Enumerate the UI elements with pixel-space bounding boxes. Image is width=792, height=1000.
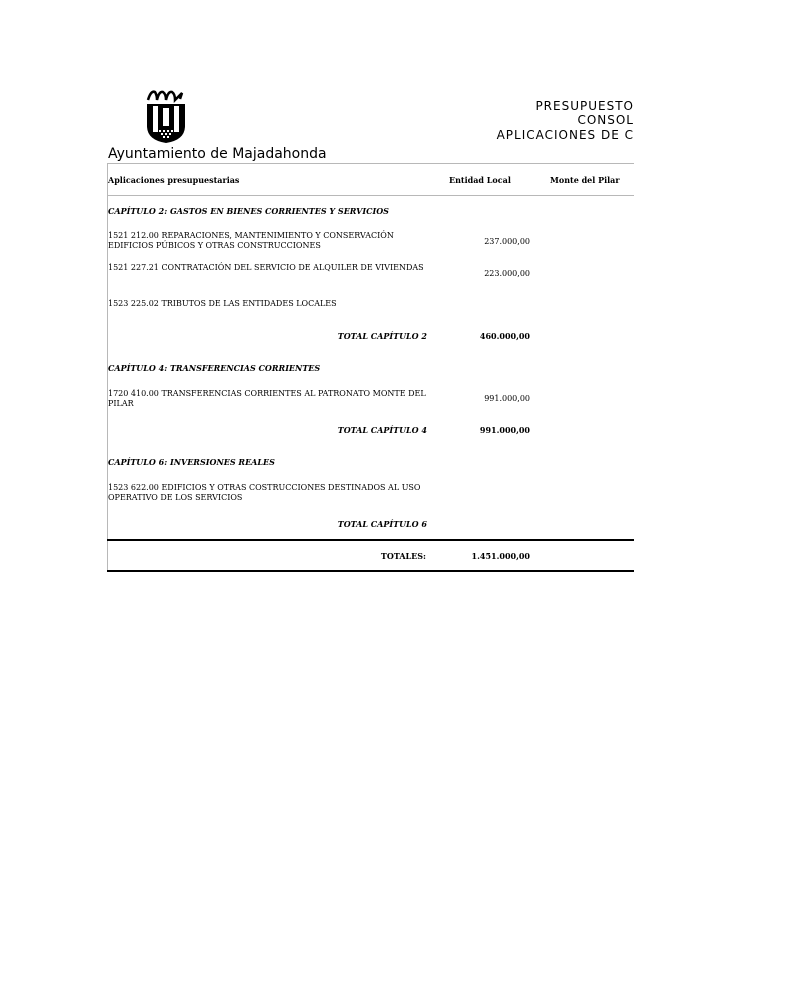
column-header-monte-del-pilar: Monte del Pilar — [550, 175, 620, 185]
line-item-amount: 237.000,00 — [484, 237, 530, 246]
chapter-6-title: CAPÍTULO 6: INVERSIONES REALES — [108, 457, 275, 467]
totals-top-rule — [107, 539, 634, 541]
line-item-description: 1521 212.00 REPARACIONES, MANTENIMIENTO Y CONSERVACIÓN EDIFICIOS PÚBICOS Y OTRAS CONSTRUCCIONES — [108, 231, 394, 250]
column-header-entidad-local: Entidad Local — [449, 175, 511, 185]
organization-name: Ayuntamiento de Majadahonda — [108, 146, 327, 162]
line-item-description: 1521 227.21 CONTRATACIÓN DEL SERVICIO DE ALQUILER DE VIVIENDAS — [108, 263, 424, 272]
totals-value: 1.451.000,00 — [471, 551, 530, 561]
chapter-6-total-label: TOTAL CAPÍTULO 6 — [337, 519, 427, 529]
chapter-4-title: CAPÍTULO 4: TRANSFERENCIAS CORRIENTES — [108, 363, 321, 373]
table-top-border — [108, 163, 634, 164]
chapter-4-total-label: TOTAL CAPÍTULO 4 — [337, 425, 427, 435]
line-item-description: 1720 410.00 TRANSFERENCIAS CORRIENTES AL PATRONATO MONTE DEL PILAR — [108, 389, 426, 408]
report-title-line-1: PRESUPUESTO — [535, 99, 634, 113]
line-item-description: 1523 622.00 EDIFICIOS Y OTRAS COSTRUCCIONES DESTINADOS AL USO OPERATIVO DE LOS SERVICIOS — [108, 483, 421, 502]
municipal-logo — [145, 86, 187, 144]
chapter-2-title: CAPÍTULO 2: GASTOS EN BIENES CORRIENTES Y SERVICIOS — [108, 206, 389, 216]
chapter-4-total-value: 991.000,00 — [479, 425, 530, 435]
chapter-2-total-value: 460.000,00 — [479, 331, 530, 341]
totals-label: TOTALES: — [380, 551, 426, 561]
line-item-amount: 991.000,00 — [484, 394, 530, 403]
chapter-2-total-label: TOTAL CAPÍTULO 2 — [337, 331, 427, 341]
totals-bottom-rule — [107, 570, 634, 572]
header-bottom-border — [108, 195, 634, 196]
column-header-aplicaciones: Aplicaciones presupuestarias — [108, 175, 240, 185]
line-item-amount: 223.000,00 — [484, 269, 530, 278]
report-title-line-2: CONSOL — [577, 113, 634, 127]
line-item-description: 1523 225.02 TRIBUTOS DE LAS ENTIDADES LOCALES — [108, 299, 337, 308]
report-title-line-3: APLICACIONES DE C — [496, 128, 634, 142]
